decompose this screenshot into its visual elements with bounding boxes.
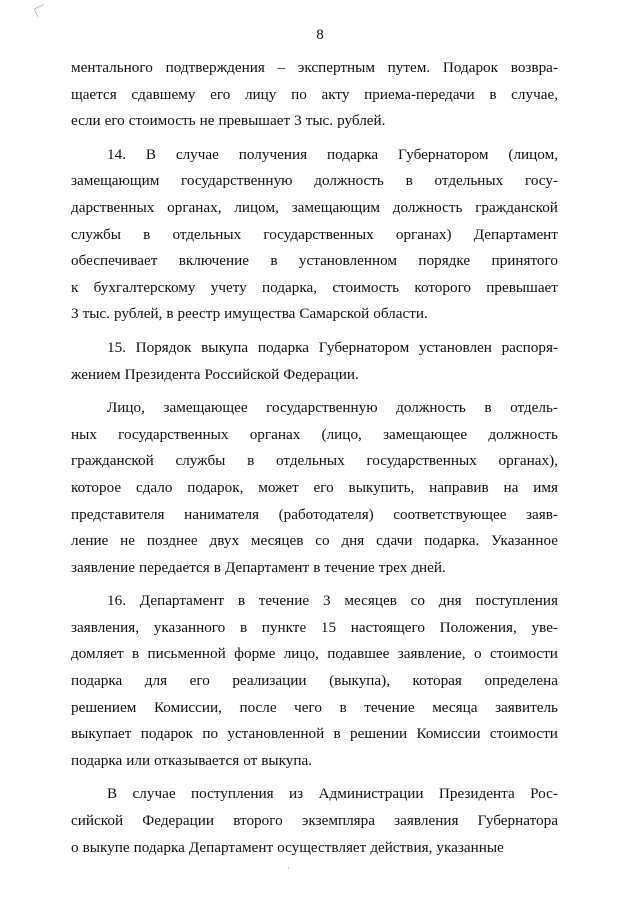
text-line (71, 695, 558, 722)
word: в (143, 225, 151, 243)
word: Российской (204, 365, 280, 383)
word: распоря- (501, 338, 558, 356)
word: в (239, 618, 248, 636)
paragraph-p-16b (71, 781, 558, 861)
paragraph-gap (71, 388, 558, 395)
word: 16. (107, 592, 126, 610)
word: рублей. (337, 112, 386, 130)
word: выкупает (71, 725, 132, 743)
word: Губернатором (398, 145, 489, 163)
word: его (104, 112, 125, 130)
word: указанные (436, 838, 504, 856)
word: Федерации. (283, 365, 359, 383)
word: к (71, 278, 79, 296)
word: реестр (177, 305, 221, 323)
word: течение (258, 592, 310, 610)
word: со (315, 532, 330, 550)
paragraph-p-15 (71, 335, 558, 388)
word: подарка. (424, 532, 480, 550)
word: в (333, 725, 341, 743)
word: не (199, 112, 215, 130)
text-line (71, 142, 558, 169)
word: представителя (71, 505, 165, 523)
word: сдало (135, 478, 173, 496)
word: замещающим (291, 198, 380, 216)
word: после (239, 698, 277, 716)
word: от (243, 751, 258, 769)
word: подтверждения (165, 59, 265, 76)
word: Порядок (135, 338, 192, 356)
word: подарка (257, 338, 310, 356)
word: настоящего (350, 618, 425, 636)
word: если (71, 112, 101, 130)
word: акту (321, 85, 350, 103)
text-line (71, 195, 558, 222)
paragraph-p-16 (71, 588, 558, 774)
word: Губернатором (318, 338, 410, 356)
word: направив (429, 478, 489, 496)
word: превышает (486, 278, 558, 296)
word: должность (314, 172, 384, 190)
word: 3 (71, 305, 79, 323)
text-line (71, 475, 558, 502)
word: должность (392, 198, 463, 216)
word: ных (71, 425, 97, 443)
text-line (71, 835, 558, 862)
word: должность (396, 399, 466, 417)
word: жением (71, 365, 121, 383)
word: в (166, 305, 174, 323)
stray-mark: · (287, 864, 290, 873)
word: сдавшему (131, 85, 196, 103)
word: 3 (294, 112, 302, 130)
word: органах, (167, 198, 222, 216)
word: Президента (438, 785, 515, 803)
word: Подарок (442, 59, 499, 76)
word: экземпляра (301, 812, 375, 830)
word: заявитель (495, 698, 558, 716)
word: которая (412, 672, 462, 690)
word: рублей, (113, 305, 163, 323)
word: или (126, 751, 151, 769)
word: двух (209, 532, 240, 550)
word: (работодателя) (278, 505, 374, 523)
word: в (313, 558, 321, 576)
word: ление (71, 532, 109, 550)
word: замещающее (163, 399, 248, 417)
word: не (120, 532, 136, 550)
word: выкупить, (348, 478, 415, 496)
text-line (71, 222, 558, 249)
word: учету (210, 278, 247, 296)
document-body (71, 55, 558, 861)
word: порядке (418, 252, 471, 270)
word: в (484, 399, 492, 417)
word: Комиссии (416, 725, 481, 743)
word: трех (378, 558, 408, 576)
text-line (71, 721, 558, 748)
paragraph-gap (71, 135, 558, 142)
word: Рос- (530, 785, 558, 803)
word: 3 (322, 592, 331, 610)
word: в (339, 698, 347, 716)
text-line (71, 615, 558, 642)
word: 15. (107, 338, 126, 356)
word: по (291, 85, 307, 103)
word: подарка, (262, 278, 318, 296)
word: гражданской (475, 198, 558, 216)
word: имя (533, 478, 558, 496)
word: лицо, (283, 645, 319, 663)
word: – (277, 59, 286, 76)
word: заявления, (71, 618, 140, 636)
word: государственную (181, 172, 293, 190)
word: нанимателя (184, 505, 260, 523)
word: отдельных (276, 452, 345, 470)
word: приема-передачи (364, 85, 475, 103)
word: стоимость (332, 278, 400, 296)
word: органах) (395, 225, 452, 243)
word: 14. (107, 145, 126, 163)
text-line (71, 422, 558, 449)
word: дарственных (71, 198, 155, 216)
word: имущества (224, 305, 296, 323)
text-line (71, 748, 558, 775)
word: В (107, 785, 118, 803)
word: его (210, 85, 231, 103)
word: его (313, 478, 334, 496)
text-line (71, 362, 558, 389)
word: месяцев (250, 532, 304, 550)
word: госу- (524, 172, 558, 190)
word: позднее (146, 532, 198, 550)
word: (лицо, (321, 425, 362, 443)
word: в (247, 452, 255, 470)
word: подарок, (187, 478, 244, 496)
word: определена (484, 672, 558, 690)
word: замещающее (383, 425, 468, 443)
word: Департамент (188, 838, 274, 856)
word: органах), (498, 452, 558, 470)
word: путем. (387, 59, 431, 76)
paragraph-p-14 (71, 142, 558, 328)
word: Федерации (142, 812, 215, 830)
text-line (71, 641, 558, 668)
word: пункте (261, 618, 307, 636)
word: (лицом, (508, 145, 558, 163)
word: случае, (511, 85, 558, 103)
word: В (145, 145, 156, 163)
word: отдель- (510, 399, 558, 417)
word: со (410, 592, 425, 610)
word: государственных (366, 452, 477, 470)
word: экспертным (297, 59, 375, 76)
corner-scan-mark (34, 4, 48, 17)
word: чего (294, 698, 322, 716)
word: дня (438, 592, 462, 610)
word: которое (71, 478, 122, 496)
word: выкупа (201, 338, 249, 356)
word: соответствующее (393, 505, 507, 523)
text-line (71, 395, 558, 422)
text-line (71, 275, 558, 302)
word: осуществляет (277, 838, 367, 856)
word: месяца (432, 698, 478, 716)
word: Президента (124, 365, 201, 383)
word: должность (488, 425, 558, 443)
word: Указанное (491, 532, 558, 550)
word: поступления (191, 785, 274, 803)
word: принятого (491, 252, 558, 270)
word: передается (139, 558, 210, 576)
word: в (270, 252, 278, 270)
text-line (71, 528, 558, 555)
paragraph-gap (71, 774, 558, 781)
word: подарка (71, 751, 123, 769)
word: письменной (147, 645, 226, 663)
word: установленном (298, 252, 397, 270)
text-line (71, 108, 558, 135)
word: Положения, (439, 618, 517, 636)
text-line (71, 448, 558, 475)
word: стоимость (128, 112, 196, 130)
paragraph-p-cont (71, 55, 558, 135)
text-line (71, 248, 558, 275)
word: на (503, 478, 519, 496)
word: подарок (140, 725, 194, 743)
word: указанного (153, 618, 226, 636)
word: выкупа. (261, 751, 313, 769)
word: в (213, 558, 221, 576)
word: установленной (227, 725, 325, 743)
word: подарка (133, 838, 185, 856)
word: (выкупа), (329, 672, 391, 690)
word: Комиссии, (153, 698, 222, 716)
word: службы (71, 225, 121, 243)
text-line (71, 555, 558, 582)
word: домляет (71, 645, 124, 663)
paragraph-gap (71, 328, 558, 335)
word: органах (249, 425, 301, 443)
word: подарка (326, 145, 379, 163)
word: поступления (475, 592, 558, 610)
word: случае (175, 145, 219, 163)
word: заяв- (526, 505, 558, 523)
word: лицом, (234, 198, 279, 216)
word: течение (364, 698, 415, 716)
word: ментального (71, 59, 153, 76)
text-line (71, 82, 558, 109)
word: выкупе (82, 838, 130, 856)
text-line (71, 808, 558, 835)
word: может (258, 478, 299, 496)
word: стоимости (489, 725, 558, 743)
word: замещающим (71, 172, 160, 190)
word: из (288, 785, 304, 803)
word: в (489, 85, 497, 103)
word: решением (71, 698, 137, 716)
word: действия, (370, 838, 433, 856)
word: о (71, 838, 79, 856)
word: тыс. (82, 305, 110, 323)
word: сийской (71, 812, 124, 830)
word: Департамент (224, 558, 310, 576)
word: подарка (71, 672, 123, 690)
text-line (71, 55, 558, 82)
word: о (473, 645, 482, 663)
word: службы (175, 452, 226, 470)
word: дня (341, 532, 365, 550)
word: течение (324, 558, 375, 576)
word: гражданской (71, 452, 154, 470)
word: отдельных (434, 172, 504, 190)
word: его (189, 672, 210, 690)
text-line (71, 588, 558, 615)
text-line (71, 668, 558, 695)
paragraph-p-15b (71, 395, 558, 581)
word: государственных (118, 425, 229, 443)
word: месяцев (344, 592, 397, 610)
word: в (131, 645, 140, 663)
word: лицу (244, 85, 277, 103)
text-line (71, 301, 558, 328)
word: установлен (418, 338, 492, 356)
word: сдачи (376, 532, 413, 550)
word: реализации (232, 672, 307, 690)
word: Администрации (318, 785, 424, 803)
word: обеспечивает (71, 252, 158, 270)
text-line (71, 335, 558, 362)
word: отдельных (172, 225, 242, 243)
word: в (237, 592, 245, 610)
word: подавшее (327, 645, 390, 663)
word: отказывается (154, 751, 240, 769)
word: тыс. (305, 112, 334, 130)
word: в (405, 172, 413, 190)
text-line (71, 502, 558, 529)
word: бухгалтерскому (93, 278, 196, 296)
word: для (144, 672, 168, 690)
word: по (202, 725, 219, 743)
word: второго (233, 812, 283, 830)
word: Департамент (473, 225, 558, 243)
word: 15 (320, 618, 337, 636)
text-line (71, 168, 558, 195)
word: государственную (266, 399, 378, 417)
word: Губернатора (477, 812, 558, 830)
word: заявление, (397, 645, 466, 663)
word: возвра- (510, 59, 558, 76)
word: заявление (71, 558, 136, 576)
word: Лицо, (107, 399, 145, 417)
paragraph-gap (71, 581, 558, 588)
word: дней. (411, 558, 446, 576)
page-number: 8 (316, 27, 324, 43)
word: заявления (394, 812, 459, 830)
word: случае (132, 785, 176, 803)
word: решении (350, 725, 408, 743)
word: форме (234, 645, 276, 663)
word: получения (238, 145, 308, 163)
word: включение (178, 252, 249, 270)
word: превышает (218, 112, 291, 130)
word: области. (373, 305, 428, 323)
word: Самарской (299, 305, 370, 323)
word: щается (71, 85, 117, 103)
text-line (71, 781, 558, 808)
word: уве- (531, 618, 558, 636)
word: государственных (263, 225, 374, 243)
word: стоимости (489, 645, 558, 663)
word: Департамент (139, 592, 225, 610)
word: которого (414, 278, 472, 296)
